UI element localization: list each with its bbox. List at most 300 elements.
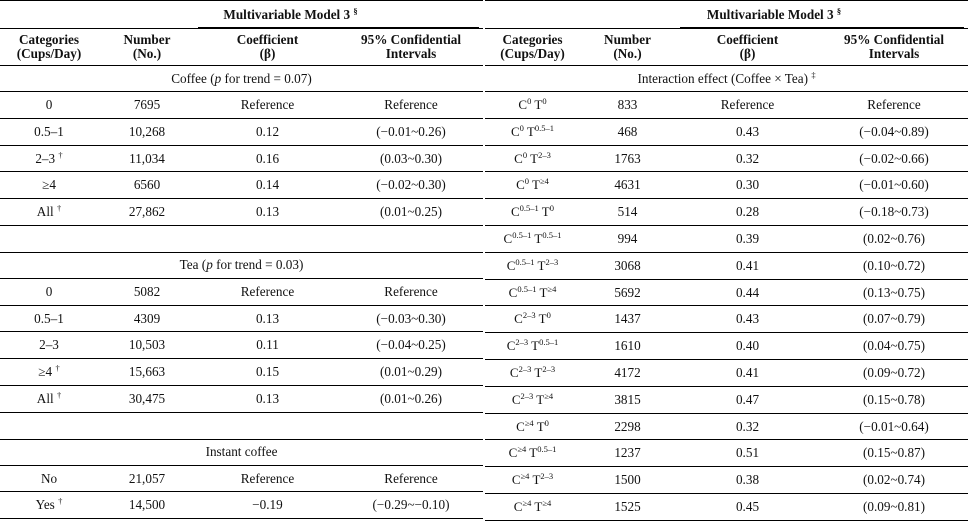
coffee-letter: C — [516, 177, 525, 193]
interaction-category-cell — [485, 306, 580, 333]
ci-cell-text: (0.01~0.25) — [379, 204, 443, 220]
tea-level: 0 — [549, 203, 554, 214]
category-text: 0.5–1 — [34, 310, 64, 326]
coefficient-cell — [675, 172, 820, 199]
interaction-category-cell — [485, 413, 580, 440]
number-cell-text: 15,663 — [128, 364, 166, 380]
ci-cell-text: (−0.02~0.30) — [376, 177, 446, 193]
ci-cell — [820, 467, 968, 494]
ci-cell-text: (−0.01~0.60) — [859, 177, 929, 193]
ci-cell-text: (0.10~0.72) — [862, 257, 926, 273]
section-header-row — [0, 252, 483, 278]
coffee-letter: C — [503, 231, 513, 247]
ci-cell — [820, 252, 968, 279]
col-header-ci: 95% Confidential Intervals — [339, 29, 483, 66]
coffee-letter: C — [516, 418, 525, 434]
coefficient-cell — [196, 305, 339, 332]
number-cell-text: 5082 — [133, 283, 161, 299]
category-text: No — [40, 470, 58, 486]
ci-cell-text: (−0.04~0.25) — [376, 337, 446, 353]
ci-cell — [339, 332, 483, 359]
section-header-row — [485, 66, 968, 92]
table-row — [485, 386, 968, 413]
ci-cell — [339, 145, 483, 172]
coefficient-cell — [675, 252, 820, 279]
ci-cell-text: (0.13~0.75) — [862, 284, 926, 300]
coffee-letter: C — [514, 311, 523, 327]
ci-cell-text: (0.07~0.79) — [862, 311, 926, 327]
table-row — [0, 145, 483, 172]
category-cell — [0, 278, 98, 305]
coefficient-cell-text: Reference — [240, 283, 295, 299]
interaction-category-cell — [485, 252, 580, 279]
tea-letter: T — [535, 311, 547, 327]
ci-cell-text: (−0.01~0.26) — [376, 123, 446, 139]
coefficient-cell — [675, 199, 820, 226]
section-header-row — [0, 439, 483, 465]
coffee-letter: C — [514, 150, 523, 166]
coefficient-cell — [196, 412, 339, 439]
number-cell-text: 10,268 — [128, 123, 166, 139]
coefficient-cell-text: 0.43 — [735, 123, 760, 139]
category-cell — [0, 492, 98, 519]
number-cell — [580, 199, 675, 226]
category-text: 0 — [45, 283, 53, 299]
category-cell — [0, 305, 98, 332]
coefficient-cell-text: 0.38 — [735, 472, 760, 488]
table-row — [485, 306, 968, 333]
coffee-level: 0.5–1 — [512, 230, 532, 241]
model-header-row — [0, 1, 483, 29]
coefficient-cell — [196, 225, 339, 252]
number-cell-text: 4631 — [614, 177, 641, 193]
coffee-level: 0 — [519, 122, 524, 133]
ci-cell-text: Reference — [867, 96, 921, 112]
tea-letter: T — [531, 365, 543, 381]
ci-cell — [339, 385, 483, 412]
table-row — [485, 493, 968, 520]
number-cell — [580, 252, 675, 279]
table-row — [0, 385, 483, 412]
number-cell-text: 1525 — [614, 498, 641, 514]
coefficient-cell — [675, 413, 820, 440]
table-row — [0, 199, 483, 226]
number-cell — [98, 332, 196, 359]
number-cell — [98, 278, 196, 305]
ci-cell — [339, 278, 483, 305]
ci-cell — [339, 412, 483, 439]
table-row — [0, 172, 483, 199]
ci-cell-text: (−0.01~0.64) — [859, 418, 929, 434]
tea-level: 0 — [544, 417, 549, 428]
ci-cell — [339, 225, 483, 252]
tea-level: ≥4 — [544, 390, 554, 401]
tea-level: 2–3 — [542, 364, 556, 375]
coefficient-cell — [196, 118, 339, 145]
tea-level: 0.5–1 — [539, 337, 559, 348]
number-cell-text: 6560 — [133, 177, 161, 193]
tea-letter: T — [533, 418, 545, 434]
coffee-letter: C — [511, 391, 521, 407]
coffee-letter: C — [506, 338, 516, 354]
coefficient-cell — [196, 492, 339, 519]
number-cell-text: 1610 — [614, 338, 641, 354]
coefficient-cell-text: 0.41 — [735, 257, 760, 273]
coffee-letter: C — [508, 445, 518, 461]
section-title-tail: for trend = 0.07) — [221, 70, 312, 86]
table-row — [0, 359, 483, 386]
category-text: All — [36, 390, 54, 406]
coefficient-cell — [675, 118, 820, 145]
interaction-category-cell — [485, 493, 580, 520]
coefficient-cell — [675, 386, 820, 413]
table-row — [485, 199, 968, 226]
category-cell — [0, 465, 98, 492]
coffee-letter: C — [513, 499, 523, 515]
coefficient-cell-text: −0.19 — [252, 497, 283, 513]
number-cell — [98, 225, 196, 252]
number-cell-text: 468 — [617, 123, 638, 139]
number-cell-text: 1237 — [614, 445, 641, 461]
table-row — [0, 225, 483, 252]
ci-cell — [820, 493, 968, 520]
coefficient-cell-text: Reference — [240, 96, 295, 112]
tea-letter: T — [536, 284, 548, 300]
column-header-row — [0, 29, 483, 66]
ci-cell-text: (0.09~0.81) — [862, 498, 926, 514]
ci-cell-text: (−0.03~0.30) — [376, 310, 446, 326]
ci-cell — [820, 92, 968, 119]
number-cell-text: 1500 — [614, 472, 641, 488]
category-cell — [0, 385, 98, 412]
coefficient-cell — [675, 359, 820, 386]
number-cell — [98, 412, 196, 439]
tea-level: 0 — [542, 96, 547, 107]
col-header-number: Number (No.) — [580, 29, 675, 66]
table-row — [0, 332, 483, 359]
ci-cell-text: (−0.02~0.66) — [859, 150, 929, 166]
number-cell — [98, 465, 196, 492]
number-cell-text: 1437 — [614, 311, 641, 327]
category-text: ≥4 — [38, 364, 53, 380]
col-header-ci: 95% Confidential Intervals — [820, 29, 968, 66]
coefficient-cell — [675, 225, 820, 252]
category-cell — [0, 145, 98, 172]
tea-letter: T — [531, 231, 543, 247]
coefficient-cell — [196, 359, 339, 386]
number-cell-text: 10,503 — [128, 337, 166, 353]
section-title-text: Tea ( — [179, 257, 207, 273]
coefficient-cell-text: 0.39 — [735, 230, 760, 246]
tea-letter: T — [523, 123, 535, 139]
table-row — [485, 440, 968, 467]
coefficient-cell — [675, 467, 820, 494]
ci-cell-text: (0.01~0.26) — [379, 390, 443, 406]
number-cell — [580, 413, 675, 440]
table-row — [0, 305, 483, 332]
tea-letter: T — [529, 472, 541, 488]
number-cell — [98, 305, 196, 332]
category-text: 2–3 — [39, 337, 59, 353]
number-cell-text: 27,862 — [128, 204, 166, 220]
number-cell — [98, 172, 196, 199]
coffee-level: 2–3 — [522, 310, 536, 321]
tea-letter: T — [534, 257, 546, 273]
category-text: ≥4 — [42, 177, 56, 193]
model-footnote-mark: § — [353, 5, 358, 16]
tea-level: 2–3 — [545, 256, 559, 267]
tea-letter: T — [531, 97, 543, 113]
number-cell-text: 7695 — [133, 96, 161, 112]
number-cell-text: 21,057 — [128, 470, 166, 486]
model-label: Multivariable Model 3 — [223, 6, 351, 22]
number-cell-text: 2298 — [614, 418, 641, 434]
coffee-level: 2–3 — [515, 337, 529, 348]
category-cell — [0, 359, 98, 386]
coefficient-cell-text: 0.14 — [255, 177, 280, 193]
ci-cell — [820, 386, 968, 413]
tea-level: 0 — [546, 310, 551, 321]
ci-cell-text: (0.01~0.29) — [379, 364, 443, 380]
ci-cell — [820, 306, 968, 333]
ci-cell — [820, 279, 968, 306]
coffee-letter: C — [510, 123, 520, 139]
number-cell-text: 3815 — [614, 391, 641, 407]
category-text: Yes — [35, 497, 55, 513]
ci-cell — [820, 145, 968, 172]
number-cell — [580, 386, 675, 413]
section-title — [0, 439, 483, 465]
ci-cell — [820, 172, 968, 199]
coefficient-cell-text: Reference — [720, 96, 775, 112]
col-header-coefficient: Coefficient (β) — [196, 29, 339, 66]
number-cell — [580, 172, 675, 199]
category-footnote-mark: † — [56, 203, 62, 214]
coefficient-cell-text: 0.32 — [735, 418, 760, 434]
number-cell-text: 1763 — [614, 150, 641, 166]
col-header-coefficient: Coefficient (β) — [675, 29, 820, 66]
coefficient-cell — [675, 440, 820, 467]
category-footnote-mark: † — [58, 149, 63, 160]
ci-cell — [820, 413, 968, 440]
ci-cell-text: Reference — [384, 283, 438, 299]
coefficient-cell-text: 0.12 — [255, 123, 280, 139]
category-cell — [0, 118, 98, 145]
section-title — [0, 66, 483, 92]
ci-cell-text: (−0.18~0.73) — [859, 204, 929, 220]
coefficient-cell — [196, 145, 339, 172]
category-text: 2–3 — [35, 150, 56, 166]
table-row — [485, 413, 968, 440]
interaction-category-cell — [485, 145, 580, 172]
coefficient-cell-text: 0.43 — [735, 311, 760, 327]
coefficient-cell — [196, 385, 339, 412]
coefficient-cell — [196, 278, 339, 305]
coffee-level: 0.5–1 — [515, 256, 535, 267]
section-header-row — [0, 66, 483, 92]
category-text: 0.5–1 — [34, 123, 64, 139]
number-cell — [580, 440, 675, 467]
tea-letter: T — [533, 391, 545, 407]
table-row — [485, 359, 968, 386]
ci-cell-text: (0.09~0.72) — [862, 364, 926, 380]
col-header-number: Number (No.) — [98, 29, 196, 66]
number-cell-text: 4172 — [614, 364, 641, 380]
interaction-category-cell — [485, 92, 580, 119]
tea-letter: T — [529, 177, 540, 193]
coefficient-cell-text: 0.41 — [735, 364, 760, 380]
ci-cell-text: (0.03~0.30) — [379, 150, 443, 166]
section-title-tail: for trend = 0.03) — [212, 257, 304, 273]
interaction-category-cell — [485, 225, 580, 252]
coefficient-cell-text: 0.45 — [735, 498, 760, 514]
number-cell — [98, 145, 196, 172]
coffee-level: 0.5–1 — [517, 283, 537, 294]
coefficient-cell — [196, 332, 339, 359]
coefficient-cell-text: 0.13 — [255, 390, 280, 406]
coffee-level: ≥4 — [520, 471, 530, 482]
category-cell — [0, 412, 98, 439]
ci-cell-text: (0.02~0.74) — [862, 472, 926, 488]
coffee-letter: C — [506, 257, 516, 273]
table-row — [0, 465, 483, 492]
table-row — [485, 92, 968, 119]
coefficient-cell-text: 0.32 — [735, 150, 760, 166]
number-cell — [580, 306, 675, 333]
table-row — [485, 225, 968, 252]
model-header — [98, 1, 483, 29]
coefficient-cell — [675, 306, 820, 333]
number-cell — [580, 225, 675, 252]
number-cell — [580, 145, 675, 172]
table-row — [485, 252, 968, 279]
ci-cell — [820, 359, 968, 386]
number-cell-text: 3068 — [614, 257, 641, 273]
tea-level: 0.5–1 — [542, 230, 562, 241]
coefficient-cell — [675, 145, 820, 172]
interaction-category-cell — [485, 440, 580, 467]
ci-cell — [339, 492, 483, 519]
number-cell-text: 11,034 — [129, 150, 165, 166]
coffee-letter: C — [510, 204, 520, 220]
interaction-category-cell — [485, 199, 580, 226]
section-footnote-mark: ‡ — [811, 69, 816, 80]
model-label: Multivariable Model 3 — [706, 6, 834, 22]
interaction-category-cell — [485, 386, 580, 413]
model-header-row — [485, 1, 968, 29]
tea-letter: T — [528, 338, 540, 354]
coffee-level: 0 — [524, 176, 530, 187]
section-title: Interaction effect (Coffee × Tea) ‡ — [485, 66, 968, 92]
coefficient-cell-text: 0.28 — [735, 204, 760, 220]
ci-cell — [339, 199, 483, 226]
category-text: 0 — [45, 96, 53, 112]
number-cell-text: 514 — [617, 204, 638, 220]
table-row — [485, 145, 968, 172]
coffee-level: 0 — [527, 96, 532, 107]
coefficient-cell-text: 0.40 — [735, 338, 760, 354]
table-row — [485, 467, 968, 494]
number-cell — [580, 92, 675, 119]
coefficient-cell-text: 0.16 — [255, 150, 280, 166]
ci-cell — [339, 359, 483, 386]
ci-cell-text: (0.15~0.78) — [862, 391, 926, 407]
coefficient-cell — [675, 493, 820, 520]
model-footnote-mark: § — [836, 5, 842, 16]
number-cell-text: 5692 — [614, 284, 641, 300]
coffee-level: 2–3 — [520, 390, 534, 401]
number-cell-text: 833 — [617, 96, 638, 112]
number-cell-text: 30,475 — [128, 390, 166, 406]
coffee-level: ≥4 — [522, 498, 532, 509]
ci-cell — [339, 92, 483, 119]
right-results-table — [485, 0, 968, 521]
category-cell — [0, 172, 98, 199]
coefficient-cell — [675, 279, 820, 306]
ci-cell-text: Reference — [384, 96, 438, 112]
category-footnote-mark: † — [58, 496, 63, 507]
coefficient-cell-text: 0.30 — [735, 177, 760, 193]
ci-cell — [820, 440, 968, 467]
tea-level: ≥4 — [542, 498, 552, 509]
section-title-text: Coffee ( — [171, 70, 215, 86]
category-cell — [0, 92, 98, 119]
number-cell — [580, 118, 675, 145]
number-cell — [98, 359, 196, 386]
category-cell — [0, 332, 98, 359]
coffee-letter: C — [518, 97, 528, 113]
table-row — [485, 172, 968, 199]
coffee-letter: C — [511, 472, 521, 488]
table-row — [0, 412, 483, 439]
interaction-category-cell — [485, 467, 580, 494]
section-title-p: p — [214, 70, 222, 86]
ci-cell — [339, 172, 483, 199]
ci-cell-text: (0.04~0.75) — [862, 338, 926, 354]
tea-level: 2–3 — [538, 149, 551, 160]
section-title-p: p — [206, 257, 213, 273]
tea-letter: T — [527, 150, 539, 166]
coffee-level: 0 — [522, 149, 528, 160]
interaction-category-cell — [485, 359, 580, 386]
coefficient-cell-text: 0.15 — [255, 364, 280, 380]
coffee-level: 2–3 — [518, 364, 532, 375]
category-text: All — [36, 204, 54, 220]
tea-level: 2–3 — [540, 471, 554, 482]
ci-cell-text: (−0.29~−0.10) — [372, 497, 450, 513]
coffee-letter: C — [509, 365, 519, 381]
coefficient-cell — [196, 199, 339, 226]
tea-letter: T — [531, 499, 543, 515]
coefficient-cell-text: Reference — [240, 470, 295, 486]
number-cell-text: 4309 — [133, 310, 161, 326]
model-header — [580, 1, 968, 29]
table-row — [0, 492, 483, 519]
category-footnote-mark: † — [56, 389, 62, 400]
section-title-text: Instant coffee — [205, 444, 278, 460]
number-cell — [98, 118, 196, 145]
interaction-category-cell — [485, 279, 580, 306]
left-results-table — [0, 0, 483, 519]
ci-cell-text: (0.02~0.76) — [862, 230, 926, 246]
coefficient-cell — [196, 465, 339, 492]
number-cell — [580, 467, 675, 494]
tea-level: ≥4 — [539, 176, 549, 187]
coefficient-cell-text: 0.51 — [735, 445, 760, 461]
ci-cell — [339, 118, 483, 145]
coefficient-cell-text: 0.13 — [255, 204, 280, 220]
coefficient-cell — [196, 172, 339, 199]
